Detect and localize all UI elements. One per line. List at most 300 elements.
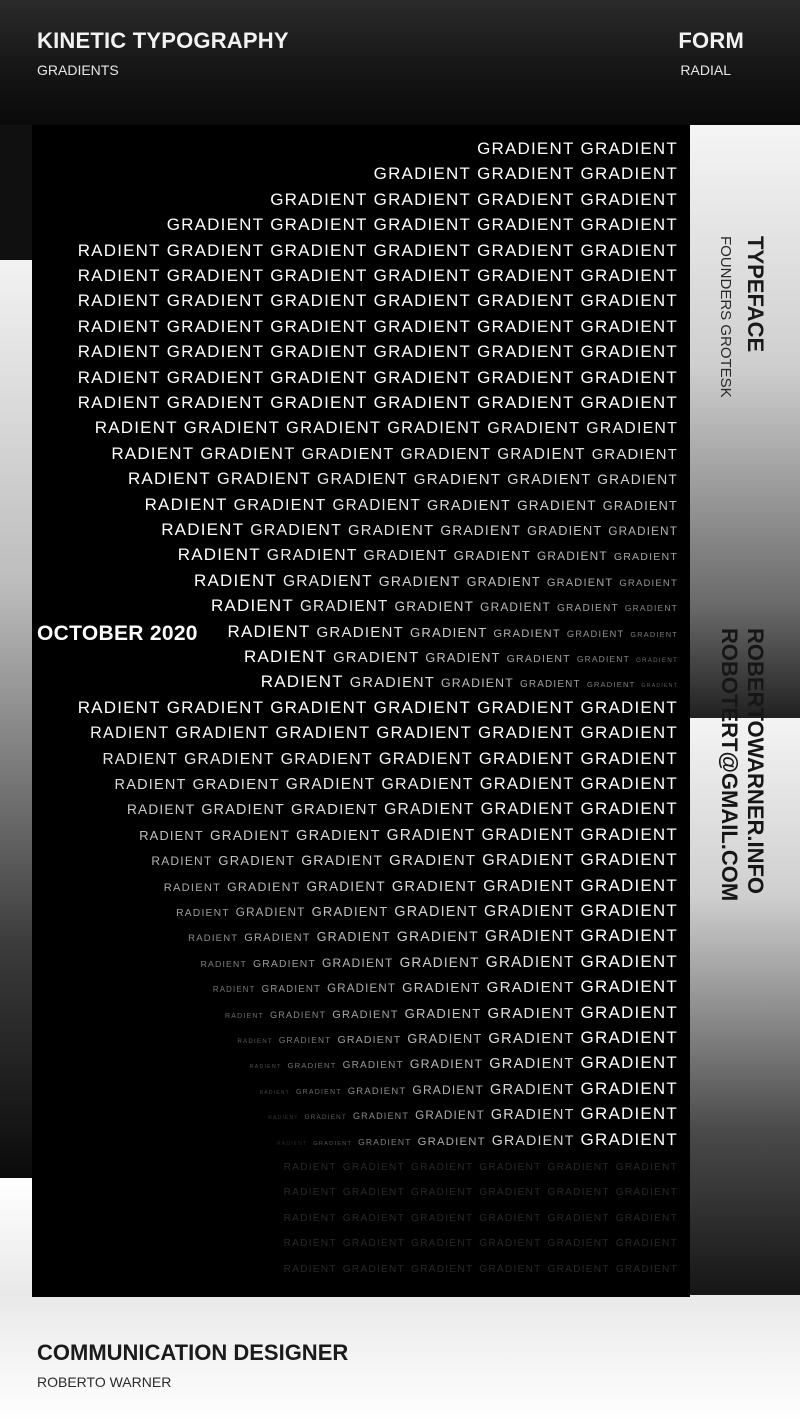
pattern-word: GRADIENT	[483, 877, 575, 895]
date-label: OCTOBER 2020	[37, 622, 198, 645]
pattern-word: GRADIENT	[261, 984, 322, 996]
pattern-word: GRADIENT	[337, 1034, 402, 1046]
pattern-word: GRADIENT	[591, 446, 678, 463]
pattern-word: GRADIENT	[580, 824, 678, 844]
pattern-word: GRADIENT	[412, 1082, 485, 1097]
pattern-row	[105, 444, 678, 464]
pattern-word: GRADIENT	[547, 1212, 610, 1224]
pattern-word: GRADIENT	[373, 367, 472, 387]
pattern-word: GRADIENT	[580, 215, 678, 235]
pattern-word: RADIENT	[210, 596, 294, 616]
pattern-word: GRADIENT	[580, 240, 678, 260]
pattern-word: GRADIENT	[580, 1028, 678, 1047]
pattern-word: GRADIENT	[166, 266, 265, 285]
pattern-row	[72, 368, 678, 388]
pattern-row	[262, 1104, 678, 1124]
pattern-word: GRADIENT	[316, 623, 404, 641]
pattern-word: GRADIENT	[478, 748, 575, 768]
pattern-word: GRADIENT	[386, 826, 476, 844]
pattern-row	[471, 139, 678, 159]
pattern-word: RADIENT	[212, 985, 256, 995]
pattern-word: GRADIENT	[301, 852, 384, 869]
pattern-word: RADIENT	[114, 777, 187, 793]
pattern-word: GRADIENT	[352, 1111, 410, 1122]
pattern-word: GRADIENT	[477, 164, 575, 184]
pattern-word: GRADIENT	[384, 801, 475, 819]
pattern-word: GRADIENT	[580, 1129, 678, 1149]
pattern-word: RADIENT	[224, 1012, 265, 1020]
pattern-word: GRADIENT	[411, 1263, 474, 1275]
pattern-word: GRADIENT	[407, 1032, 483, 1046]
pattern-word: GRADIENT	[624, 603, 678, 614]
pattern-word: GRADIENT	[166, 342, 265, 362]
pattern-word: GRADIENT	[477, 393, 575, 412]
pattern-word: GRADIENT	[580, 748, 678, 768]
pattern-word: GRADIENT	[373, 342, 472, 362]
pattern-row	[133, 825, 678, 845]
pattern-row	[72, 393, 678, 413]
pattern-word: RADIENT	[227, 621, 311, 641]
pattern-word: RADIENT	[161, 520, 245, 539]
pattern-word: GRADIENT	[506, 653, 571, 665]
pattern-word: GRADIENT	[477, 342, 575, 362]
pattern-word: GRADIENT	[166, 697, 265, 717]
pattern-word: GRADIENT	[477, 189, 575, 209]
pattern-row	[207, 977, 678, 997]
pattern-word: RADIENT	[237, 1038, 273, 1045]
typography-panel	[32, 125, 690, 1297]
pattern-word: RADIENT	[268, 1115, 299, 1122]
pattern-word: GRADIENT	[342, 1162, 405, 1173]
pattern-word: GRADIENT	[484, 928, 575, 946]
pattern-row	[72, 317, 678, 337]
pattern-word: GRADIENT	[389, 852, 477, 870]
pattern-word: GRADIENT	[285, 776, 376, 793]
pattern-word: RADIENT	[77, 342, 161, 362]
pattern-word: GRADIENT	[381, 776, 474, 793]
pattern-word: GRADIENT	[278, 1035, 332, 1045]
pattern-word: GRADIENT	[413, 471, 502, 489]
pattern-word: GRADIENT	[480, 800, 575, 819]
pattern-row	[161, 215, 678, 235]
pattern-word: GRADIENT	[244, 932, 311, 945]
form-subtitle: RADIAL	[680, 62, 731, 78]
pattern-word: GRADIENT	[250, 522, 343, 539]
pattern-word: GRADIENT	[166, 393, 265, 412]
footer-title: COMMUNICATION DESIGNER	[37, 1340, 349, 1365]
pattern-word: GRADIENT	[373, 215, 472, 235]
pattern-word: RADIENT	[77, 367, 161, 387]
pattern-word: GRADIENT	[376, 723, 472, 743]
pattern-word: RADIENT	[77, 266, 161, 285]
pattern-word: GRADIENT	[547, 1263, 610, 1275]
pattern-word: GRADIENT	[332, 496, 422, 514]
pattern-word: GRADIENT	[363, 548, 448, 565]
pattern-word: GRADIENT	[373, 164, 472, 184]
pattern-word: GRADIENT	[270, 393, 368, 412]
pattern-word: GRADIENT	[411, 1212, 474, 1224]
pattern-row	[254, 1079, 678, 1099]
pattern-word: GRADIENT	[580, 164, 678, 184]
pattern-word: GRADIENT	[373, 189, 472, 209]
email-text: ROBOTERT@GMAIL.COM	[717, 628, 742, 902]
pattern-word: RADIENT	[188, 933, 239, 945]
pattern-row	[72, 241, 678, 261]
pattern-word: RADIENT	[163, 881, 222, 894]
pattern-row	[195, 952, 678, 972]
pattern-word: GRADIENT	[209, 827, 291, 843]
pattern-word: GRADIENT	[580, 342, 678, 362]
pattern-row	[244, 1053, 678, 1073]
pattern-word: GRADIENT	[479, 1187, 542, 1199]
pattern-word: GRADIENT	[342, 1238, 405, 1250]
pattern-word: GRADIENT	[440, 523, 522, 538]
pattern-row	[255, 672, 678, 692]
pattern-word: GRADIENT	[630, 629, 678, 639]
pattern-word: GRADIENT	[608, 525, 678, 538]
pattern-word: GRADIENT	[486, 979, 575, 997]
pattern-row	[278, 1155, 678, 1175]
pattern-word: GRADIENT	[415, 1109, 485, 1123]
pattern-row	[89, 418, 678, 438]
pattern-word: GRADIENT	[192, 776, 280, 793]
pattern-word: GRADIENT	[580, 977, 678, 997]
pattern-word: GRADIENT	[487, 419, 581, 438]
pattern-word: GRADIENT	[477, 291, 575, 311]
pattern-word: GRADIENT	[399, 954, 480, 970]
pattern-word: GRADIENT	[580, 1053, 678, 1073]
pattern-word: RADIENT	[283, 1263, 337, 1275]
pattern-word: GRADIENT	[477, 367, 575, 387]
pattern-word: GRADIENT	[580, 1104, 678, 1124]
pattern-word: GRADIENT	[306, 878, 386, 894]
pattern-word: RADIENT	[276, 1140, 308, 1147]
pattern-row	[72, 698, 678, 718]
pattern-row	[84, 723, 678, 743]
pattern-word: GRADIENT	[409, 1057, 484, 1072]
pattern-word: GRADIENT	[316, 930, 391, 945]
pattern-word: GRADIENT	[270, 1009, 327, 1020]
pattern-word: GRADIENT	[396, 928, 479, 945]
pattern-word: GRADIENT	[615, 1212, 678, 1224]
pattern-word: GRADIENT	[497, 445, 586, 463]
pattern-row	[158, 876, 678, 896]
pattern-word: GRADIENT	[580, 875, 678, 895]
pattern-word: GRADIENT	[166, 367, 265, 387]
pattern-word: GRADIENT	[484, 903, 575, 920]
pattern-row	[278, 1180, 678, 1200]
pattern-word: GRADIENT	[394, 904, 479, 920]
pattern-word: GRADIENT	[580, 266, 678, 285]
pattern-word: RADIENT	[177, 545, 261, 565]
pattern-word: GRADIENT	[440, 676, 514, 691]
pattern-row	[96, 749, 678, 769]
pattern-word: GRADIENT	[270, 697, 368, 717]
pattern-word: GRADIENT	[373, 291, 472, 311]
pattern-word: GRADIENT	[280, 750, 373, 768]
pattern-row	[72, 291, 678, 311]
pattern-word: RADIENT	[77, 697, 161, 717]
pattern-row	[219, 1003, 678, 1023]
pattern-word: GRADIENT	[400, 445, 492, 463]
pattern-word: GRADIENT	[270, 215, 368, 235]
pattern-word: GRADIENT	[409, 624, 488, 640]
pattern-word: GRADIENT	[487, 1004, 575, 1022]
left-lower-gradient-band	[0, 1178, 32, 1298]
pattern-word: GRADIENT	[481, 825, 575, 844]
pattern-word: GRADIENT	[580, 367, 678, 387]
pattern-word: GRADIENT	[342, 1187, 405, 1199]
typeface-label: TYPEFACE	[743, 236, 768, 353]
pattern-word: GRADIENT	[411, 1238, 474, 1250]
pattern-word: GRADIENT	[299, 598, 389, 616]
pattern-word: GRADIENT	[580, 774, 678, 793]
pattern-word: GRADIENT	[477, 139, 575, 158]
pattern-word: GRADIENT	[301, 444, 395, 463]
pattern-word: GRADIENT	[580, 723, 678, 743]
pattern-word: GRADIENT	[333, 650, 420, 666]
pattern-word: GRADIENT	[580, 1002, 678, 1022]
pattern-word: GRADIENT	[373, 266, 472, 285]
pattern-word: GRADIENT	[378, 572, 461, 589]
pattern-word: GRADIENT	[342, 1212, 405, 1224]
pattern-word: GRADIENT	[556, 603, 619, 615]
header-title: KINETIC TYPOGRAPHY	[37, 28, 289, 53]
pattern-word: RADIENT	[139, 827, 204, 843]
pattern-word: GRADIENT	[489, 1056, 575, 1073]
pattern-word: RADIENT	[126, 802, 196, 818]
pattern-word: GRADIENT	[290, 801, 379, 819]
pattern-word: GRADIENT	[477, 215, 575, 235]
pattern-word: GRADIENT	[358, 1136, 412, 1147]
pattern-word: GRADIENT	[166, 316, 265, 336]
pattern-word: GRADIENT	[283, 572, 373, 590]
pattern-word: GRADIENT	[349, 675, 435, 692]
pattern-word: GRADIENT	[479, 775, 575, 793]
pattern-word: RADIENT	[151, 854, 213, 869]
pattern-word: GRADIENT	[166, 215, 265, 235]
pattern-word: GRADIENT	[480, 600, 551, 615]
pattern-word: GRADIENT	[427, 497, 512, 514]
pattern-row	[278, 1231, 678, 1251]
pattern-row	[172, 545, 678, 565]
pattern-word: GRADIENT	[597, 472, 678, 488]
pattern-word: GRADIENT	[580, 697, 678, 717]
pattern-row	[205, 596, 678, 616]
pattern-word: GRADIENT	[490, 1107, 575, 1124]
pattern-word: GRADIENT	[580, 139, 678, 158]
pattern-word: GRADIENT	[286, 418, 382, 438]
pattern-word: GRADIENT	[615, 1263, 678, 1275]
pattern-word: GRADIENT	[490, 1081, 575, 1098]
pattern-word: RADIENT	[77, 316, 161, 336]
pattern-word: GRADIENT	[566, 628, 625, 639]
pattern-word: RADIENT	[283, 1162, 337, 1173]
pattern-word: GRADIENT	[482, 852, 575, 870]
pattern-word: GRADIENT	[547, 1187, 610, 1199]
pattern-row	[271, 1130, 678, 1150]
pattern-word: GRADIENT	[321, 955, 394, 970]
pattern-row	[170, 901, 678, 921]
left-gradient-band	[0, 260, 32, 1180]
pattern-word: GRADIENT	[519, 679, 581, 691]
pattern-word: GRADIENT	[477, 266, 575, 285]
pattern-word: GRADIENT	[615, 1238, 678, 1250]
pattern-word: GRADIENT	[576, 654, 630, 664]
pattern-word: RADIENT	[77, 240, 161, 260]
pattern-word: GRADIENT	[166, 291, 265, 311]
pattern-word: GRADIENT	[175, 724, 270, 743]
pattern-word: GRADIENT	[327, 983, 397, 996]
website-text: ROBERTOWARNER.INFO	[743, 628, 768, 895]
pattern-word: GRADIENT	[417, 1135, 486, 1148]
pattern-word: GRADIENT	[184, 750, 275, 768]
pattern-word: GRADIENT	[615, 1162, 678, 1173]
pattern-word: GRADIENT	[332, 1008, 399, 1021]
pattern-row	[264, 190, 678, 210]
pattern-row	[368, 164, 678, 184]
footer-subtitle: ROBERTO WARNER	[37, 1374, 172, 1390]
pattern-word: GRADIENT	[275, 724, 371, 743]
pattern-word: GRADIENT	[378, 749, 473, 768]
pattern-word: GRADIENT	[537, 549, 608, 564]
pattern-word: GRADIENT	[235, 906, 306, 919]
pattern-word: GRADIENT	[402, 980, 481, 996]
pattern-row	[72, 342, 678, 362]
pattern-row	[231, 1028, 678, 1048]
pattern-word: RADIENT	[176, 908, 230, 919]
pattern-word: GRADIENT	[373, 316, 472, 336]
pattern-word: GRADIENT	[313, 1140, 353, 1147]
pattern-word: GRADIENT	[295, 1088, 342, 1096]
pattern-word: GRADIENT	[218, 853, 296, 869]
pattern-word: GRADIENT	[491, 1132, 575, 1149]
pattern-word: GRADIENT	[227, 879, 301, 894]
pattern-word: RADIENT	[94, 418, 178, 438]
pattern-word: GRADIENT	[270, 240, 368, 260]
pattern-word: GRADIENT	[546, 576, 614, 589]
pattern-word: GRADIENT	[479, 1263, 542, 1275]
pattern-word: GRADIENT	[479, 1212, 542, 1224]
pattern-word: GRADIENT	[347, 1085, 407, 1097]
pattern-word: GRADIENT	[580, 316, 678, 336]
pattern-word: GRADIENT	[404, 1005, 482, 1021]
pattern-word: RADIENT	[194, 570, 278, 590]
pattern-word: GRADIENT	[485, 953, 575, 971]
pattern-word: GRADIENT	[580, 189, 678, 209]
pattern-row	[122, 469, 678, 489]
pattern-word: GRADIENT	[252, 958, 316, 970]
pattern-word: GRADIENT	[311, 904, 389, 919]
pattern-word: RADIENT	[200, 958, 247, 969]
pattern-word: GRADIENT	[270, 266, 368, 285]
pattern-word: GRADIENT	[580, 1078, 678, 1098]
pattern-word: GRADIENT	[580, 850, 678, 870]
pattern-row	[278, 1257, 678, 1277]
pattern-word: GRADIENT	[342, 1060, 404, 1072]
pattern-word: GRADIENT	[270, 291, 368, 311]
pattern-word: GRADIENT	[453, 548, 532, 564]
pattern-word: GRADIENT	[317, 471, 408, 489]
pattern-row	[182, 926, 678, 946]
pattern-word: GRADIENT	[342, 1263, 405, 1275]
pattern-word: GRADIENT	[641, 683, 678, 690]
pattern-word: RADIENT	[102, 750, 179, 768]
pattern-word: GRADIENT	[477, 723, 575, 743]
pattern-row	[72, 266, 678, 286]
pattern-word: RADIENT	[283, 1238, 337, 1250]
pattern-word: GRADIENT	[287, 1061, 337, 1071]
pattern-word: GRADIENT	[373, 697, 472, 717]
pattern-word: RADIENT	[283, 1187, 337, 1199]
pattern-row	[121, 799, 678, 819]
pattern-word: RADIENT	[249, 1064, 282, 1071]
pattern-word: RADIENT	[283, 1212, 337, 1224]
pattern-word: GRADIENT	[615, 1187, 678, 1199]
pattern-word: GRADIENT	[517, 497, 597, 513]
pattern-row	[188, 571, 678, 591]
pattern-word: GRADIENT	[201, 802, 285, 819]
pattern-row	[145, 850, 678, 870]
pattern-word: RADIENT	[77, 393, 161, 412]
pattern-word: GRADIENT	[270, 316, 368, 336]
typeface-name: FOUNDERS GROTESK	[717, 236, 734, 398]
pattern-word: GRADIENT	[466, 574, 541, 589]
form-title: FORM	[678, 28, 744, 53]
pattern-word: GRADIENT	[373, 393, 472, 412]
pattern-word: RADIENT	[127, 469, 211, 489]
pattern-word: RADIENT	[144, 494, 228, 514]
pattern-word: GRADIENT	[391, 878, 478, 895]
pattern-word: GRADIENT	[183, 418, 281, 438]
pattern-word: GRADIENT	[270, 189, 368, 209]
pattern-word: GRADIENT	[411, 1187, 474, 1199]
pattern-word: GRADIENT	[200, 443, 296, 463]
pattern-word: GRADIENT	[270, 367, 368, 387]
pattern-word: GRADIENT	[507, 472, 592, 489]
pattern-word: GRADIENT	[635, 657, 678, 664]
pattern-word: GRADIENT	[580, 926, 678, 946]
pattern-word: GRADIENT	[613, 551, 678, 564]
pattern-row	[238, 647, 678, 667]
pattern-word: GRADIENT	[580, 951, 678, 971]
pattern-word: GRADIENT	[586, 680, 636, 690]
pattern-word: GRADIENT	[373, 240, 472, 260]
pattern-word: RADIENT	[260, 672, 344, 692]
pattern-word: GRADIENT	[547, 1162, 610, 1173]
pattern-word: GRADIENT	[270, 342, 368, 362]
pattern-word: GRADIENT	[266, 547, 358, 565]
pattern-word: RADIENT	[259, 1089, 290, 1096]
pattern-word: GRADIENT	[296, 827, 381, 844]
pattern-word: GRADIENT	[602, 497, 678, 513]
pattern-word: RADIENT	[111, 443, 195, 463]
pattern-word: GRADIENT	[580, 393, 678, 412]
pattern-row	[278, 1206, 678, 1226]
pattern-word: GRADIENT	[619, 577, 678, 589]
pattern-word: GRADIENT	[547, 1238, 610, 1250]
pattern-word: GRADIENT	[580, 799, 678, 819]
pattern-word: GRADIENT	[479, 1162, 542, 1173]
pattern-word: GRADIENT	[479, 1238, 542, 1250]
pattern-word: GRADIENT	[394, 599, 475, 615]
pattern-word: GRADIENT	[166, 240, 265, 260]
pattern-word: GRADIENT	[527, 523, 603, 538]
pattern-word: GRADIENT	[580, 901, 678, 920]
pattern-word: GRADIENT	[304, 1114, 347, 1122]
pattern-row	[139, 495, 678, 515]
pattern-word: GRADIENT	[216, 470, 312, 489]
